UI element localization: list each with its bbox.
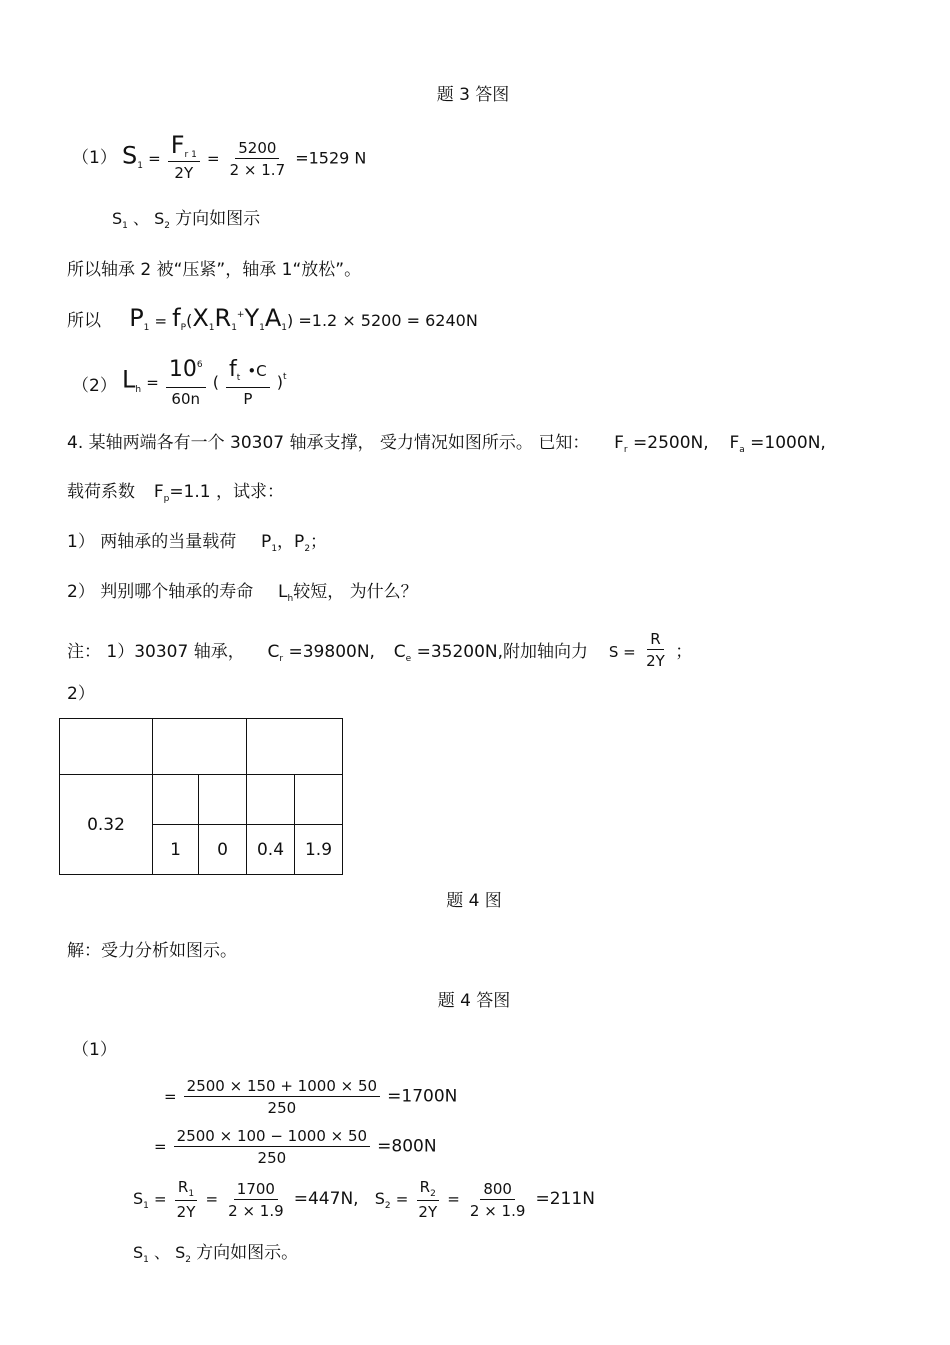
paren: ): [287, 311, 294, 330]
subscript: 2: [164, 221, 170, 231]
prefix-text: 所以: [67, 311, 101, 331]
denominator: 2 × 1.9: [228, 1201, 284, 1220]
equals-sign: =: [146, 373, 159, 392]
subscript: 2: [304, 544, 311, 554]
symbol-l: L: [278, 582, 288, 602]
subscript: 1: [208, 323, 215, 333]
note-2-label: 2）: [67, 684, 95, 704]
fa-value: =1000N,: [744, 433, 826, 453]
subscript: 1: [271, 544, 278, 554]
bearing-status-text: 所以轴承 2 被“压紧”，轴承 1“放松”。: [67, 260, 362, 280]
symbol-s1: S: [133, 1243, 144, 1262]
equation-r1: [164, 1077, 457, 1117]
symbol-cr: C: [267, 642, 280, 662]
table-header-cell: [152, 718, 247, 775]
numerator: 800: [480, 1180, 515, 1200]
numerator: 5200: [235, 139, 279, 159]
result: =1529 N: [295, 148, 367, 168]
question-1: [67, 532, 327, 555]
ce-value: =35200N,附加轴向力: [411, 642, 589, 662]
equation-p1: [67, 304, 478, 332]
superscript: 6: [196, 360, 203, 370]
symbol-a: A: [264, 304, 282, 332]
fraction-ftc-p: [226, 358, 270, 408]
symbol-r: R: [214, 304, 232, 332]
table-subheader-cell: [198, 774, 247, 825]
subscript: 1: [259, 323, 265, 333]
symbol-s1: S: [112, 209, 123, 228]
question-text: 2） 判别哪个轴承的寿命: [67, 582, 254, 602]
denominator: 2Y: [174, 164, 194, 182]
symbol-s2: S: [374, 1189, 385, 1208]
note-text: 注： 1）30307 轴承，: [67, 642, 245, 662]
subscript: 1: [231, 323, 237, 333]
numerator: 1700: [234, 1180, 278, 1200]
equals-sign: =: [148, 149, 161, 168]
symbol-f: f: [229, 357, 237, 382]
symbol-r: R: [177, 1178, 189, 1196]
figure-4-answer-caption: 题 4 答图: [437, 991, 511, 1011]
problem-4-line-2: [67, 482, 284, 505]
fr-value: =2500N,: [627, 433, 709, 453]
symbol-f: f: [172, 304, 181, 332]
table-cell-e: 0.32: [59, 774, 153, 875]
figure-3-answer-caption: 题 3 答图: [436, 85, 510, 105]
symbol-fp: F: [153, 482, 164, 502]
symbol-fa: F: [729, 433, 740, 453]
equals-sign: =: [154, 1137, 167, 1156]
subscript: 1: [281, 323, 288, 333]
equation-s1: [122, 131, 367, 182]
cr-value: =39800N,: [283, 642, 375, 662]
table-cell: 1: [152, 824, 199, 875]
numerator: [417, 1178, 439, 1201]
symbol-f: F: [170, 131, 185, 159]
symbol-x: X: [192, 304, 209, 332]
subscript: r: [623, 445, 628, 455]
result: =1.2 × 5200 = 6240N: [298, 311, 478, 330]
punctuation: ；: [310, 532, 328, 552]
subscript: 1: [137, 160, 143, 171]
result: =1700N: [387, 1086, 458, 1107]
table-cell: 1.9: [294, 824, 343, 875]
result-s1: =447N,: [293, 1189, 359, 1209]
numerator: [175, 1178, 197, 1201]
subscript: 1: [143, 1255, 149, 1265]
symbol-p: P: [129, 304, 144, 332]
equals-sign: =: [206, 149, 220, 168]
result-s2: =211N: [535, 1189, 595, 1209]
subscript: P: [180, 323, 187, 333]
symbol-y: Y: [244, 304, 260, 332]
symbol-s2: S: [175, 1243, 186, 1262]
step-1-label-b: （1）: [72, 1040, 117, 1060]
fraction-800: [467, 1180, 529, 1220]
symbol-s2: S: [154, 209, 165, 228]
denominator: 250: [257, 1149, 287, 1167]
question-tail: 较短， 为什么？: [293, 582, 418, 602]
table-subheader-cell: [152, 774, 199, 825]
ten: 10: [168, 357, 197, 382]
equals-sign: =: [395, 1190, 409, 1208]
subscript: 1: [143, 323, 150, 333]
fraction-r1: [184, 1077, 380, 1117]
fraction-r1-2y: [174, 1178, 199, 1221]
direction-text: 方向如图示。: [196, 1243, 299, 1263]
step-2-label: （2）: [72, 376, 117, 396]
fraction-r2-2y: [415, 1178, 440, 1221]
subscript: r: [279, 654, 284, 664]
symbol-l: L: [122, 365, 136, 394]
table-cell: 0.4: [246, 824, 295, 875]
s1-s2-direction-line-b: [133, 1240, 298, 1263]
denominator: 60n: [171, 390, 201, 408]
subscript: a: [739, 445, 745, 455]
numerator: [226, 358, 270, 388]
table-subheader-cell: [246, 774, 295, 825]
separator: 、: [153, 1243, 170, 1262]
denominator: 2Y: [176, 1203, 196, 1221]
fraction-r-2y: [643, 630, 668, 670]
question-2: [67, 582, 418, 605]
equals-sign: =: [153, 1190, 167, 1208]
symbol-fr: F: [614, 433, 624, 453]
equals-sign: =: [205, 1190, 219, 1208]
subscript: h: [135, 384, 142, 395]
subscript: 1: [143, 1201, 149, 1211]
problem-4-line-1: [67, 433, 826, 456]
symbol-s: S =: [608, 643, 636, 661]
subscript: p: [163, 494, 170, 504]
symbol-s: S: [122, 141, 138, 170]
question-text: 1） 两轴承的当量载荷: [67, 532, 237, 552]
equation-r2: [154, 1127, 437, 1167]
subscript: r 1: [184, 150, 197, 160]
step-1-label: （1）: [72, 148, 117, 168]
denominator: 2 × 1.7: [229, 161, 286, 179]
superscript: t: [282, 371, 287, 382]
paren: (: [186, 311, 193, 330]
denominator: P: [243, 390, 253, 408]
problem-text: 4. 某轴两端各有一个 30307 轴承支撑， 受力情况如图所示。 已知：: [67, 433, 590, 453]
subscript: h: [287, 594, 294, 604]
subscript: 2: [430, 1189, 436, 1199]
paren: (: [212, 372, 219, 392]
paren: ): [276, 372, 283, 392]
equals-sign: =: [154, 312, 168, 330]
result: =800N: [377, 1136, 437, 1157]
load-factor-label: 载荷系数: [67, 482, 135, 502]
subscript: 1: [122, 221, 128, 231]
subscript: 1: [188, 1189, 195, 1199]
table-header-cell: [246, 718, 343, 775]
denominator: 2Y: [418, 1203, 438, 1221]
table-subheader-cell: [294, 774, 343, 825]
symbol-p: P: [261, 532, 272, 552]
figure-4-caption: 题 4 图: [446, 891, 502, 911]
plus-sign: +: [236, 310, 245, 320]
subscript: e: [405, 654, 412, 664]
numerator: 2500 × 100 − 1000 × 50: [174, 1127, 370, 1147]
symbol-p2: ，P: [277, 532, 305, 552]
punctuation: ；: [675, 642, 693, 662]
denominator: 2Y: [646, 652, 665, 670]
table-header-cell: [59, 718, 153, 775]
equals-sign: =: [447, 1190, 460, 1208]
denominator: 250: [267, 1099, 297, 1117]
direction-text: 方向如图示: [175, 209, 261, 229]
numerator: [168, 131, 200, 162]
subscript: 2: [384, 1201, 391, 1211]
numerator: [166, 358, 206, 388]
subscript: t: [236, 373, 241, 383]
subscript: 2: [185, 1255, 191, 1265]
fraction-1700: [225, 1180, 287, 1220]
symbol-ce: C: [393, 642, 406, 662]
s1-s2-direction-line: [112, 206, 260, 229]
equation-s1-s2: [133, 1178, 595, 1221]
table-cell: 0: [198, 824, 247, 875]
numerator: R: [647, 630, 663, 650]
fraction-10e6-60n: [166, 358, 206, 408]
denominator: 2 × 1.9: [469, 1201, 526, 1220]
symbol-r: R: [419, 1178, 431, 1196]
fp-value: =1.1 ，试求：: [169, 482, 284, 502]
numerator: 2500 × 150 + 1000 × 50: [184, 1077, 380, 1097]
fraction-r2: [174, 1127, 370, 1167]
equation-lh: [122, 358, 287, 408]
note-line: [67, 632, 692, 672]
solution-text: 解：受力分析如图示。: [67, 941, 237, 961]
dot-c: •C: [247, 362, 267, 380]
equals-sign: =: [164, 1087, 177, 1106]
fraction-fr1-2y: [168, 131, 200, 182]
symbol-s1: S: [133, 1189, 144, 1208]
separator: 、: [132, 209, 149, 228]
fraction-5200: [227, 139, 289, 179]
